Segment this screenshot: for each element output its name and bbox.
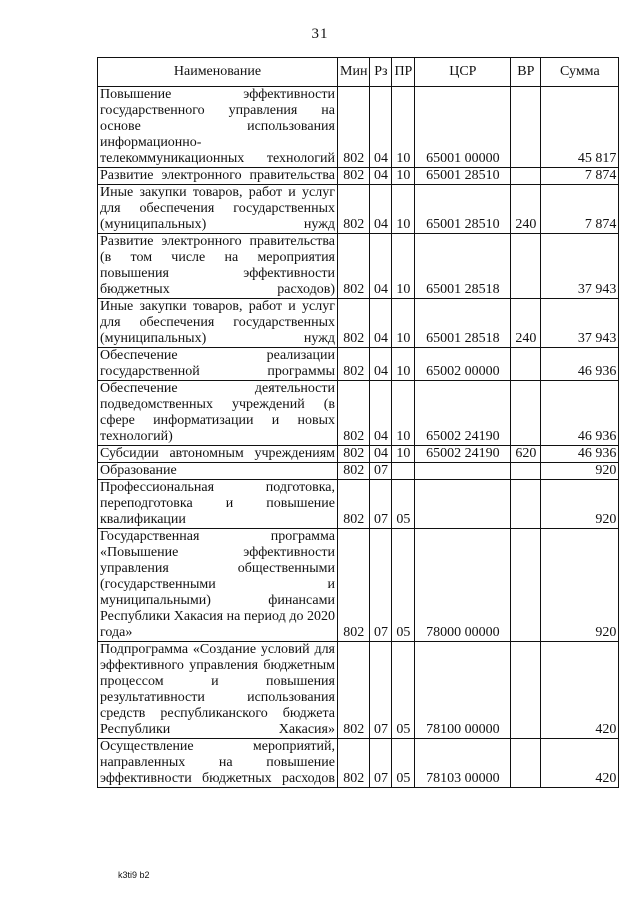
row-pr: 10 [392,348,415,381]
table-row [98,446,619,463]
row-csr: 65001 28510 [415,168,511,185]
row-csr [415,480,511,529]
row-vr: 240 [511,185,541,234]
row-min: 802 [338,87,370,168]
row-csr: 65002 24190 [415,446,511,463]
row-vr [511,480,541,529]
row-name: Осуществление мероприятий, направленных на повышение эффективности бюджетных расходов [98,739,338,788]
row-pr: 10 [392,87,415,168]
row-pr: 10 [392,446,415,463]
row-sum: 46 936 [541,446,619,463]
row-vr [511,739,541,788]
row-sum: 7 874 [541,185,619,234]
row-rz: 07 [370,463,392,480]
row-rz: 04 [370,446,392,463]
row-min: 802 [338,739,370,788]
table-row [98,87,619,168]
header-min: Мин [338,58,370,87]
row-csr: 65001 28518 [415,299,511,348]
row-vr: 620 [511,446,541,463]
row-sum: 45 817 [541,87,619,168]
table-row [98,739,619,788]
row-rz: 07 [370,739,392,788]
row-name: Профессиональная подготовка, переподготовка и повышение квалификации [98,480,338,529]
row-name: Государственная программа «Повышение эффективности управления общественными (государственными и муниципальными) финансами Республики Хакасия на период до 2020 года» [98,529,338,642]
row-csr: 65001 28510 [415,185,511,234]
row-vr [511,234,541,299]
table-row [98,529,619,642]
row-sum: 37 943 [541,299,619,348]
row-min: 802 [338,480,370,529]
row-name: Иные закупки товаров, работ и услуг для обеспечения государственных (муниципальных) нужд [98,299,338,348]
row-csr: 65002 24190 [415,381,511,446]
page-number: 31 [311,26,329,42]
row-name: Обеспечение деятельности подведомственных учреждений (в сфере информатизации и новых технологий) [98,381,338,446]
row-sum: 920 [541,480,619,529]
row-csr: 65001 00000 [415,87,511,168]
row-pr [392,463,415,480]
row-rz: 07 [370,529,392,642]
row-vr [511,87,541,168]
row-min: 802 [338,642,370,739]
header-pr: ПР [392,58,415,87]
row-pr: 05 [392,739,415,788]
header-sum: Сумма [541,58,619,87]
budget-table [97,57,619,788]
table-row [98,348,619,381]
row-name: Субсидии автономным учреждениям [98,446,338,463]
row-sum: 920 [541,463,619,480]
table-row [98,463,619,480]
header-rz: Рз [370,58,392,87]
row-pr: 05 [392,642,415,739]
row-rz: 04 [370,234,392,299]
row-min: 802 [338,168,370,185]
row-pr: 10 [392,234,415,299]
row-csr: 65002 00000 [415,348,511,381]
row-sum: 420 [541,642,619,739]
row-sum: 920 [541,529,619,642]
table-row [98,185,619,234]
row-name: Развитие электронного правительства (в том числе на мероприятия повышения эффективности бюджетных расходов) [98,234,338,299]
row-pr: 10 [392,168,415,185]
row-rz: 04 [370,348,392,381]
row-rz: 04 [370,299,392,348]
row-csr: 65001 28518 [415,234,511,299]
table-row [98,299,619,348]
row-vr [511,529,541,642]
row-vr [511,642,541,739]
row-vr [511,381,541,446]
table-row [98,642,619,739]
row-rz: 07 [370,480,392,529]
row-name: Образование [98,463,338,480]
row-name: Повышение эффективности государственного управления на основе использования информационно-телекоммуникационных технологий [98,87,338,168]
row-csr: 78000 00000 [415,529,511,642]
row-csr [415,463,511,480]
row-min: 802 [338,234,370,299]
row-min: 802 [338,529,370,642]
row-pr: 10 [392,381,415,446]
table-row [98,381,619,446]
footer-code: k3ti9 b2 [118,870,150,880]
row-rz: 07 [370,642,392,739]
row-sum: 7 874 [541,168,619,185]
row-name: Подпрограмма «Создание условий для эффективного управления бюджетным процессом и повышения результативности использования средств республиканского бюджета Республики Хакасия» [98,642,338,739]
row-sum: 46 936 [541,348,619,381]
row-pr: 05 [392,529,415,642]
row-min: 802 [338,463,370,480]
header-vr: ВР [511,58,541,87]
row-pr: 05 [392,480,415,529]
row-rz: 04 [370,381,392,446]
row-name: Развитие электронного правительства [98,168,338,185]
row-min: 802 [338,348,370,381]
row-vr [511,168,541,185]
row-name: Обеспечение реализации государственной программы [98,348,338,381]
row-pr: 10 [392,299,415,348]
table-header-row [98,58,619,87]
row-vr [511,463,541,480]
row-rz: 04 [370,185,392,234]
row-name: Иные закупки товаров, работ и услуг для обеспечения государственных (муниципальных) нужд [98,185,338,234]
row-rz: 04 [370,168,392,185]
row-min: 802 [338,446,370,463]
table-row [98,168,619,185]
row-pr: 10 [392,185,415,234]
row-sum: 420 [541,739,619,788]
row-min: 802 [338,381,370,446]
row-sum: 37 943 [541,234,619,299]
row-sum: 46 936 [541,381,619,446]
row-vr: 240 [511,299,541,348]
row-csr: 78103 00000 [415,739,511,788]
header-csr: ЦСР [415,58,511,87]
row-vr [511,348,541,381]
header-name: Наименование [98,58,338,87]
row-min: 802 [338,299,370,348]
row-min: 802 [338,185,370,234]
table-row [98,480,619,529]
table-row [98,234,619,299]
row-rz: 04 [370,87,392,168]
row-csr: 78100 00000 [415,642,511,739]
